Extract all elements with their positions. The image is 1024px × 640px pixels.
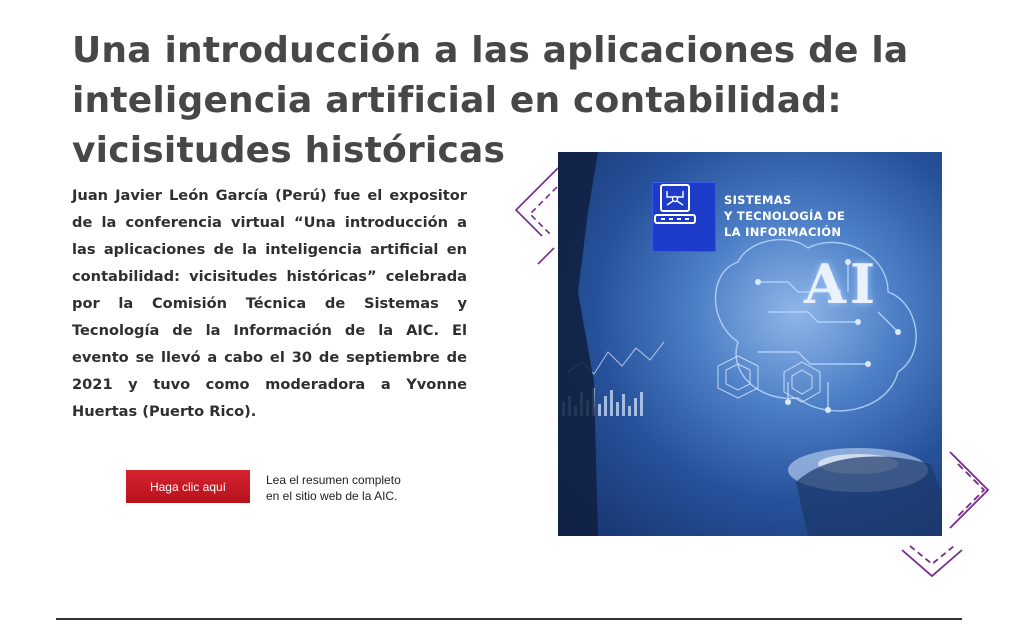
article-body [72, 182, 467, 425]
body-line: contabilidad: vicisitudes históricas” celebrada [72, 268, 467, 285]
body-line: Huertas (Puerto Rico). [72, 403, 257, 420]
cta-note [266, 472, 436, 504]
cta-note-line: en el sitio web de la AIC. [266, 489, 398, 503]
body-line: Juan Javier León García (Perú) fue el expositor [72, 187, 467, 204]
ai-illustration [558, 152, 942, 536]
body-line: Tecnología de la Información de la AIC. El [72, 322, 467, 339]
body-line: evento se llevó a cabo el 30 de septiembre de [72, 349, 467, 366]
badge-text [724, 192, 914, 240]
title-line: inteligencia artificial en contabilidad: [72, 80, 842, 121]
body-line: de la conferencia virtual “Una introducción a [72, 214, 467, 231]
title-line: vicisitudes históricas [72, 130, 506, 171]
body-line: 2021 y tuvo como moderadora a Yvonne [72, 376, 467, 393]
click-here-button[interactable]: Haga clic aquí [126, 470, 250, 503]
title-line: Una introducción a las aplicaciones de la [72, 30, 909, 71]
circuit-laptop-icon [652, 182, 716, 252]
badge-line: SISTEMAS [724, 193, 792, 207]
badge-line: Y TECNOLOGÍA DE [724, 209, 846, 223]
cta-note-line: Lea el resumen completo [266, 473, 401, 487]
footer-divider [56, 618, 962, 620]
ai-label: AI [804, 252, 880, 316]
badge-line: LA INFORMACIÓN [724, 225, 842, 239]
body-line: por la Comisión Técnica de Sistemas y [72, 295, 467, 312]
body-line: las aplicaciones de la inteligencia artificial en [72, 241, 467, 258]
